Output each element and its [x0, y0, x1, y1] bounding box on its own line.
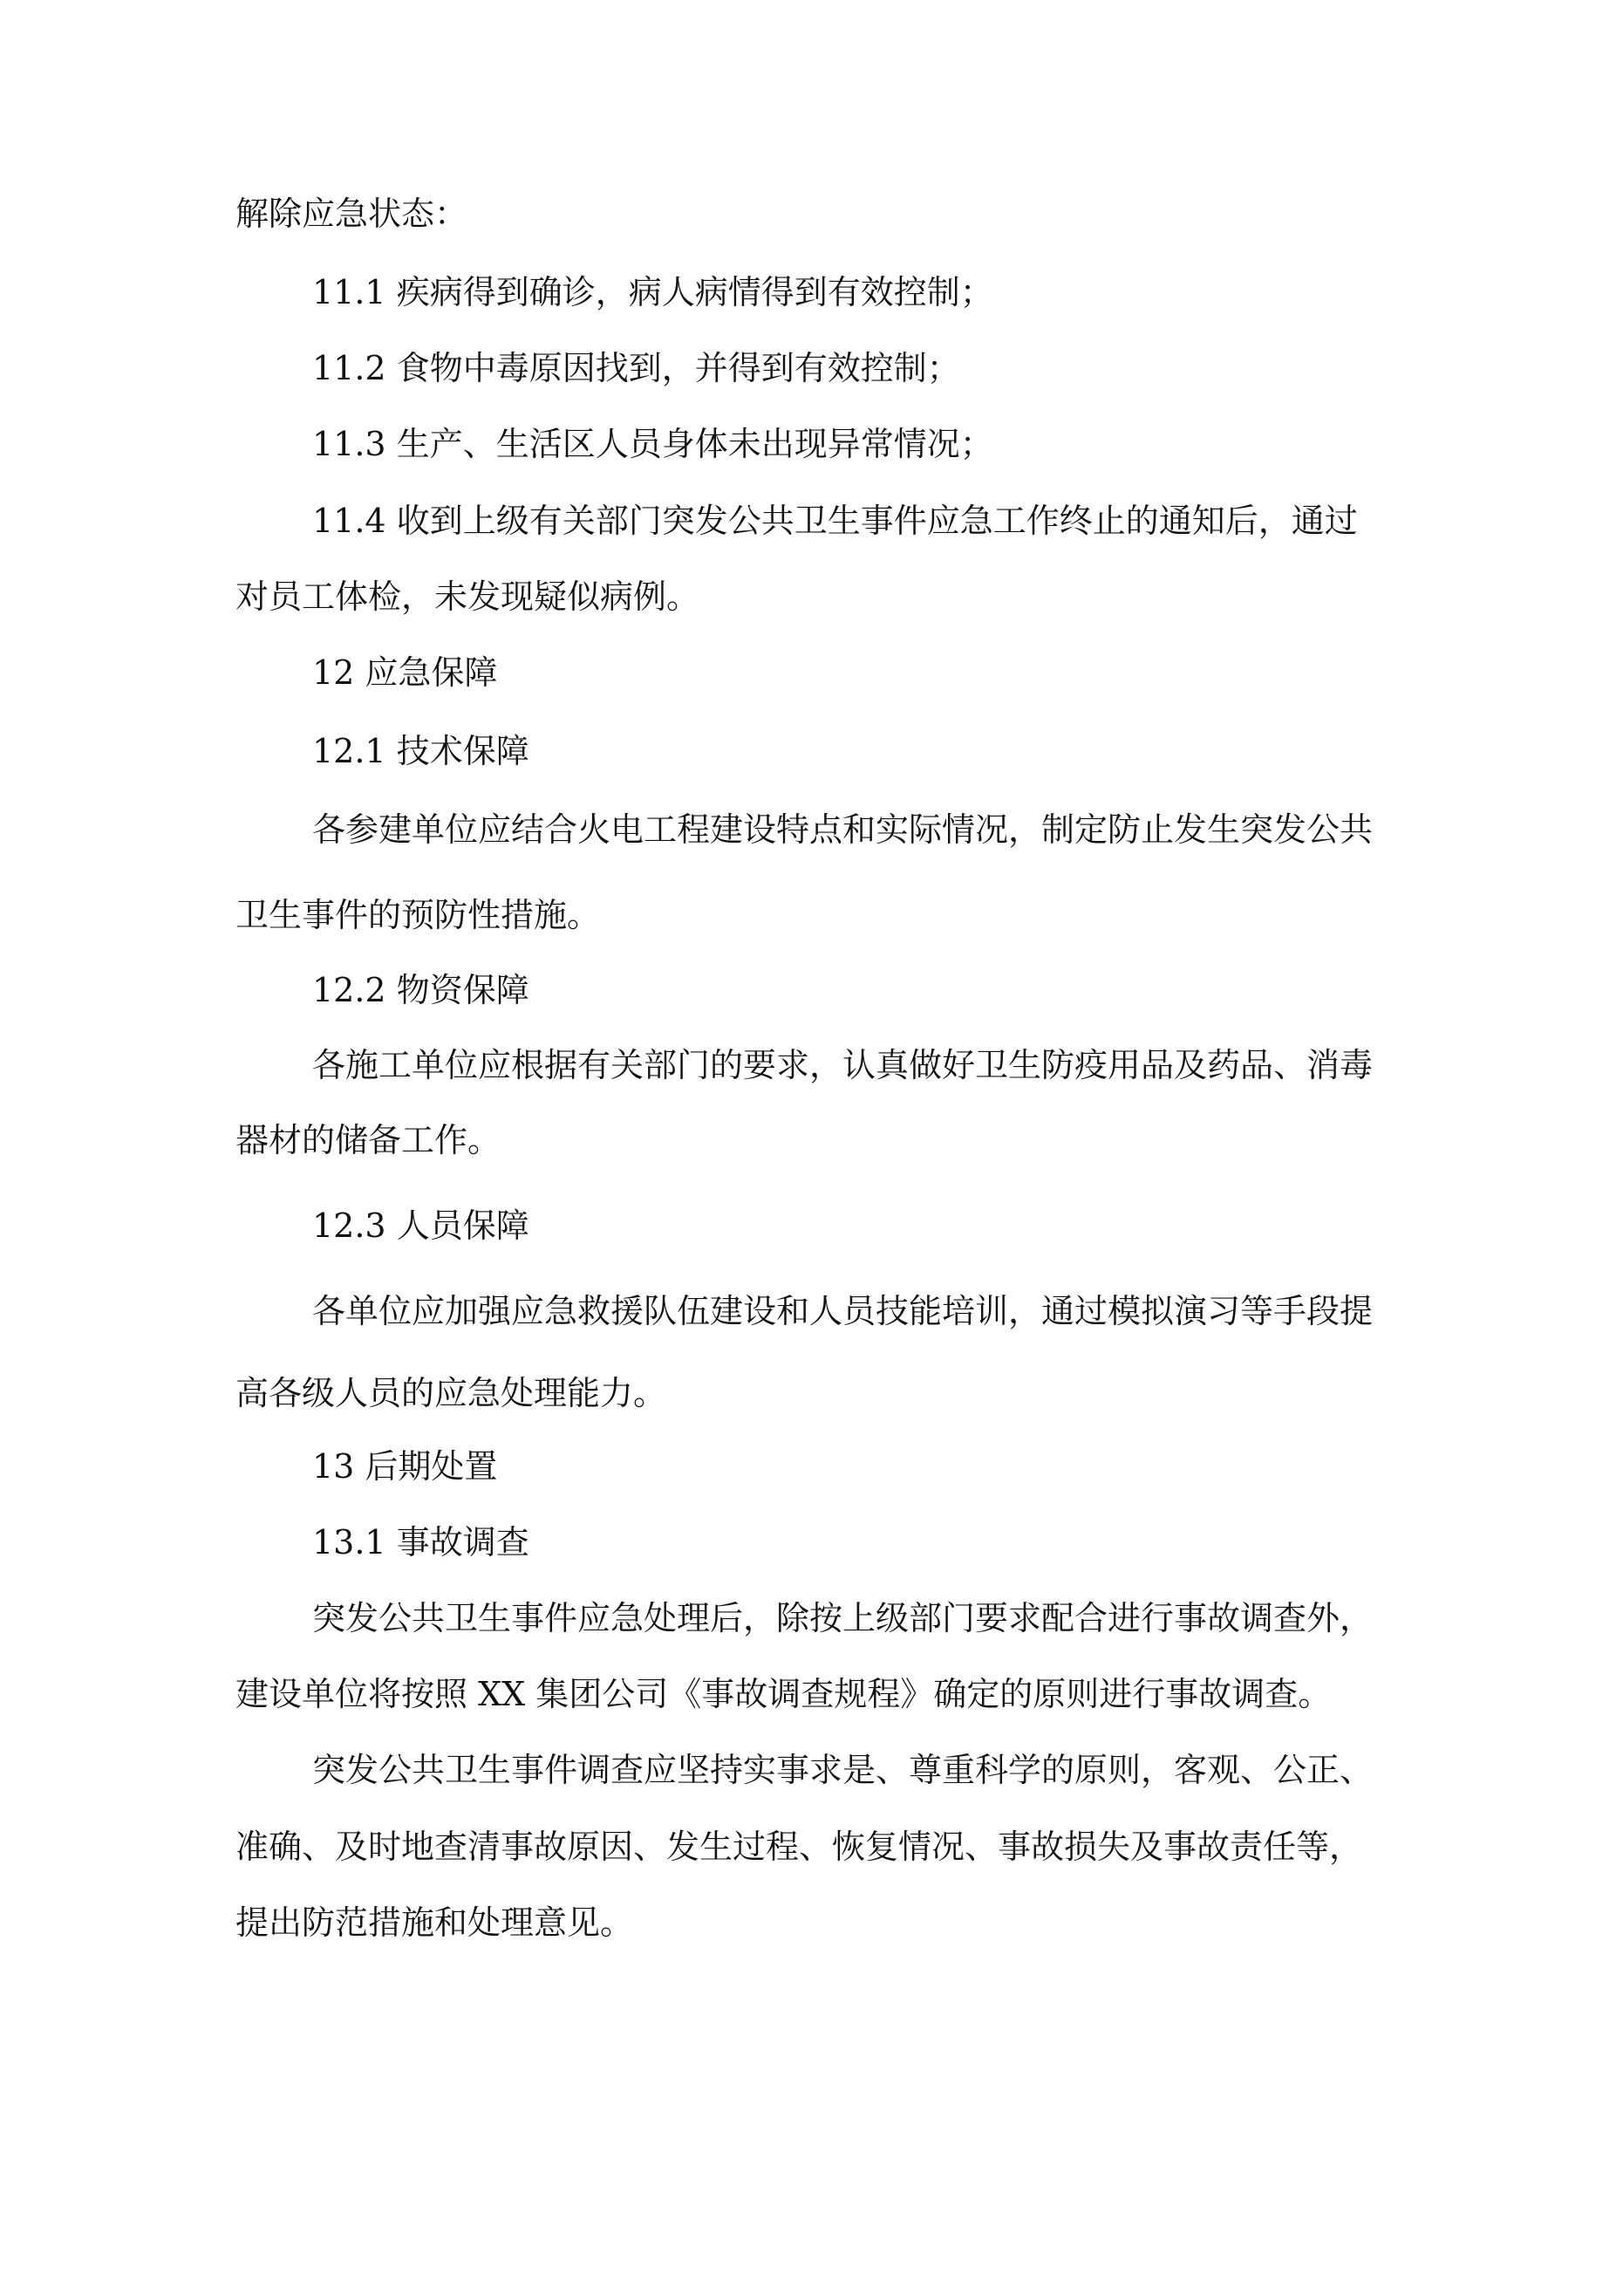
text-line: 准确、及时地查清事故原因、发生过程、恢复情况、事故损失及事故责任等，: [235, 1828, 1363, 1866]
text-line: 11.2 食物中毒原因找到，并得到有效控制；: [312, 349, 960, 387]
text-line: 11.3 生产、生活区人员身体未出现异常情况；: [312, 425, 993, 463]
text-line: 卫生事件的预防性措施。: [235, 896, 601, 934]
text-line: 突发公共卫生事件调查应坚持实事求是、尊重科学的原则，客观、公正、: [312, 1751, 1374, 1789]
subsection-heading: 12.3 人员保障: [312, 1206, 529, 1245]
text-line: 各施工单位应根据有关部门的要求，认真做好卫生防疫用品及药品、消毒: [312, 1046, 1374, 1084]
text-line: 对员工体检，未发现疑似病例。: [235, 577, 700, 616]
text-line: 建设单位将按照 XX 集团公司《事故调查规程》确定的原则进行事故调查。: [235, 1675, 1332, 1713]
text-line: 11.1 疾病得到确诊，病人病情得到有效控制；: [312, 273, 993, 311]
subsection-heading: 12.2 物资保障: [312, 971, 529, 1009]
text-line: 突发公共卫生事件应急处理后，除按上级部门要求配合进行事故调查外，: [312, 1599, 1374, 1637]
text-line: 各参建单位应结合火电工程建设特点和实际情况，制定防止发生突发公共: [312, 810, 1374, 849]
subsection-heading: 13.1 事故调查: [312, 1523, 529, 1561]
section-heading: 13 后期处置: [312, 1447, 498, 1486]
section-heading: 12 应急保障: [312, 653, 498, 692]
text-line: 提出防范措施和处理意见。: [235, 1903, 634, 1942]
text-line: 各单位应加强应急救援队伍建设和人员技能培训，通过模拟演习等手段提: [312, 1292, 1374, 1330]
text-line: 11.4 收到上级有关部门突发公共卫生事件应急工作终止的通知后，通过: [312, 502, 1358, 540]
subsection-heading: 12.1 技术保障: [312, 732, 529, 770]
text-line: 器材的储备工作。: [235, 1121, 501, 1159]
text-line: 高各级人员的应急处理能力。: [235, 1374, 667, 1412]
text-line: 解除应急状态：: [235, 195, 468, 233]
